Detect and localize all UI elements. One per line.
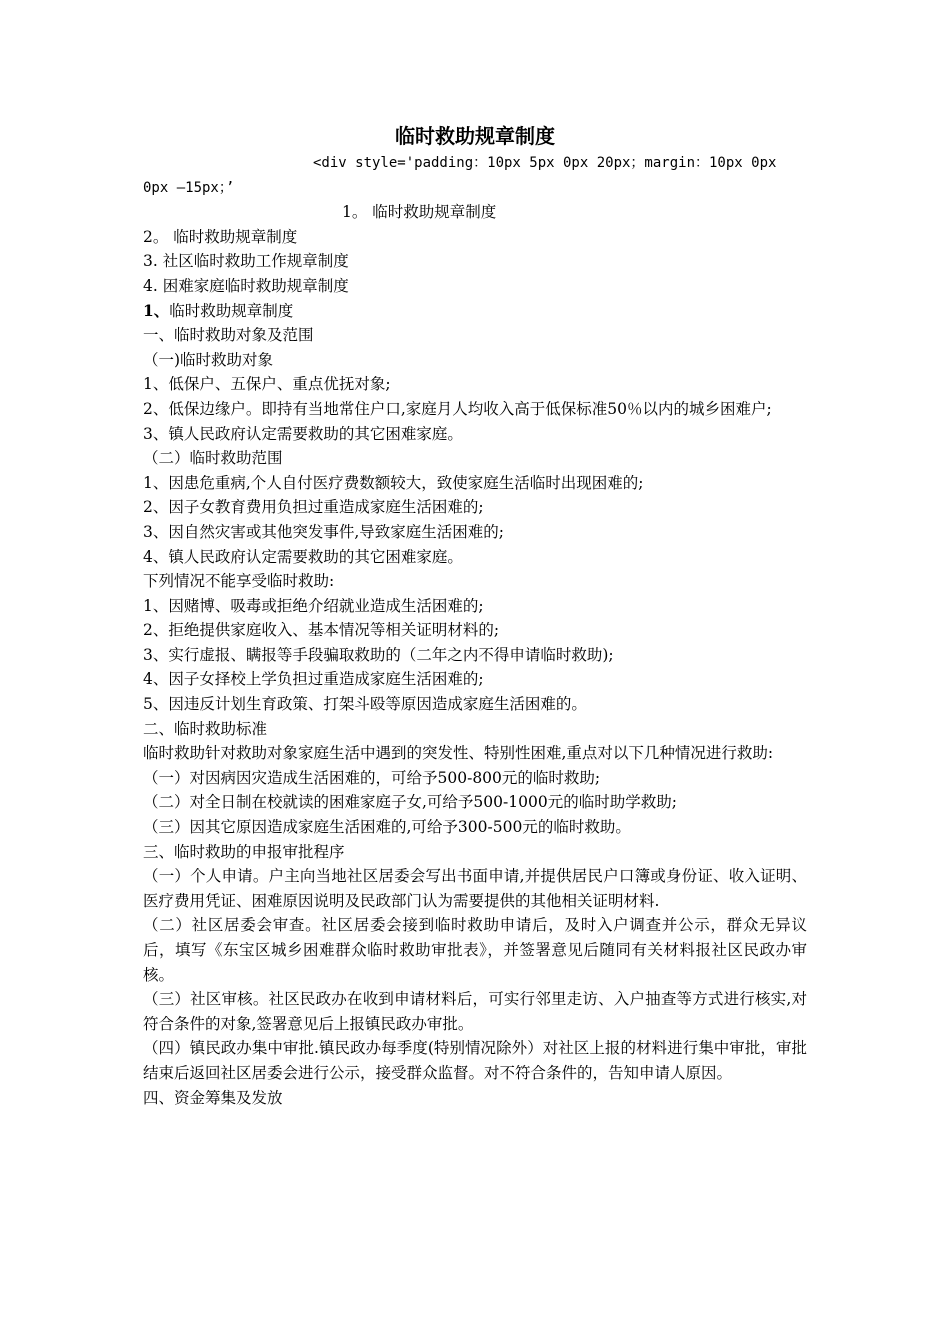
paragraph: 4、镇人民政府认定需要救助的其它困难家庭。 (143, 547, 463, 566)
toc-item-4: 4. 困难家庭临时救助规章制度 (143, 276, 349, 295)
paragraph: （三）社区审核。社区民政办在收到申请材料后，可实行邻里走访、入户抽查等方式进行核实,对符合条件的对象,签署意见后上报镇民政办审批。 (143, 990, 807, 1033)
section-number: 1、 (143, 300, 170, 320)
paragraph: （四）镇民政办集中审批.镇民政办每季度(特别情况除外）对社区上报的材料进行集中审批，审批结束后返回社区居委会进行公示，接受群众监督。对不符合条件的，告知申请人原因。 (143, 1039, 807, 1082)
heading-funding: 四、资金筹集及发放 (143, 1088, 283, 1107)
paragraph: （一）对因病因灾造成生活困难的，可给予500-800元的临时救助; (143, 768, 601, 787)
paragraph: （一）个人申请。户主向当地社区居委会写出书面申请,并提供居民户口簿或身份证、收入证明、医疗费用凭证、困难原因说明及民政部门认为需要提供的其他相关证明材料. (143, 867, 807, 910)
paragraph: 5、因违反计划生育政策、打架斗殴等原因造成家庭生活困难的。 (143, 695, 587, 714)
paragraph: （三）因其它原因造成家庭生活困难的,可给予300-500元的临时救助。 (143, 818, 631, 837)
paragraph: 3、镇人民政府认定需要救助的其它困难家庭。 (143, 424, 463, 443)
code-fragment-line-2: 0px —15px；’ (143, 179, 235, 196)
document-title: 临时救助规章制度 (395, 124, 555, 148)
paragraph: 下列情况不能享受临时救助: (143, 572, 335, 591)
toc-item-2: 2。 临时救助规章制度 (143, 227, 298, 246)
subheading-objects: （一)临时救助对象 (143, 350, 274, 369)
toc-item-3: 3. 社区临时救助工作规章制度 (143, 252, 349, 271)
paragraph: 2、拒绝提供家庭收入、基本情况等相关证明材料的; (143, 621, 500, 640)
subheading-range: （二）临时救助范围 (143, 449, 283, 468)
paragraph: （二）社区居委会审查。社区居委会接到临时救助申请后，及时入户调查并公示，群众无异议后，填写《东宝区城乡困难群众临时救助审批表》，并签署意见后随同有关材料报社区民政办审核。 (143, 916, 807, 984)
document-body (143, 151, 807, 1110)
toc-item-1: 1。 临时救助规章制度 (342, 203, 497, 222)
paragraph: 3、因自然灾害或其他突发事件,导致家庭生活困难的; (143, 522, 505, 541)
paragraph: 2、因子女教育费用负担过重造成家庭生活困难的; (143, 498, 484, 517)
paragraph: 临时救助针对救助对象家庭生活中遇到的突发性、特别性困难,重点对以下几种情况进行救助: (143, 744, 774, 763)
paragraph: （二）对全日制在校就读的困难家庭子女,可给予500-1000元的临时助学救助; (143, 793, 677, 812)
paragraph: 1、因患危重病,个人自付医疗费数额较大，致使家庭生活临时出现困难的; (143, 473, 644, 492)
code-fragment-line-1: <div style='padding：10px 5px 0px 20px；margin：10px 0px (313, 155, 777, 171)
heading-standard: 二、临时救助标准 (143, 719, 268, 738)
section-heading-1 (143, 299, 807, 324)
heading-scope: 一、临时救助对象及范围 (143, 326, 314, 345)
paragraph: 1、因赌博、吸毒或拒绝介绍就业造成生活困难的; (143, 596, 484, 615)
paragraph: 1、低保户、五保户、重点优抚对象; (143, 375, 391, 394)
paragraph: 3、实行虚报、瞒报等手段骗取救助的（二年之内不得申请临时救助); (143, 645, 614, 664)
paragraph: 2、低保边缘户。即持有当地常住户口,家庭月人均收入高于低保标准50％以内的城乡困难户; (143, 399, 772, 418)
paragraph: 4、因子女择校上学负担过重造成家庭生活困难的; (143, 670, 484, 689)
heading-procedure: 三、临时救助的申报审批程序 (143, 842, 345, 861)
section-title: 临时救助规章制度 (169, 301, 294, 320)
